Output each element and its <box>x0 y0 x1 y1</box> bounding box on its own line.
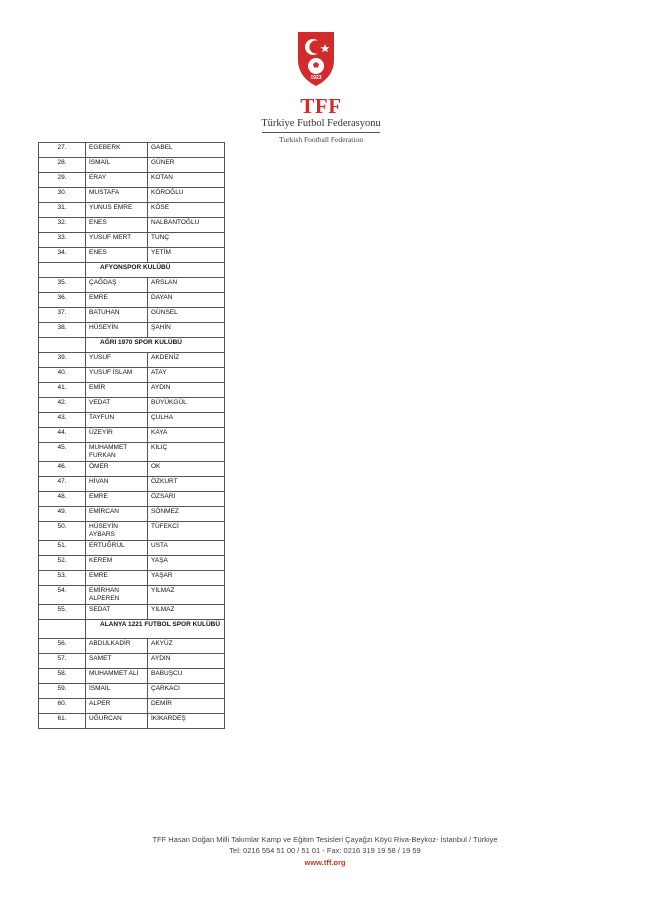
player-number: 27. <box>39 143 86 158</box>
player-number: 42. <box>39 398 86 413</box>
player-first-name: EGEBERK <box>86 143 148 158</box>
player-row <box>39 143 225 158</box>
player-row <box>39 173 225 188</box>
player-last-name: YILMAZ <box>148 586 225 605</box>
player-number: 45. <box>39 443 86 462</box>
player-last-name: ÇULHA <box>148 413 225 428</box>
player-number: 60. <box>39 699 86 714</box>
player-first-name: ERAY <box>86 173 148 188</box>
player-first-name: HİVAN <box>86 477 148 492</box>
player-last-name: KILIÇ <box>148 443 225 462</box>
club-name: AĞRI 1970 SPOR KULÜBÜ <box>86 338 225 353</box>
player-row <box>39 383 225 398</box>
player-number: 50. <box>39 522 86 541</box>
player-row <box>39 699 225 714</box>
player-first-name: ABDULKADİR <box>86 639 148 654</box>
player-first-name: EMRE <box>86 293 148 308</box>
player-row <box>39 413 225 428</box>
club-header-blank-cell <box>39 263 86 278</box>
player-first-name: HÜSEYİN AYBARS <box>86 522 148 541</box>
player-row <box>39 605 225 620</box>
player-last-name: AKDENİZ <box>148 353 225 368</box>
club-header-blank-cell <box>39 338 86 353</box>
player-row <box>39 714 225 729</box>
player-last-name: GÜNSEL <box>148 308 225 323</box>
player-first-name: SAMET <box>86 654 148 669</box>
player-first-name: KEREM <box>86 556 148 571</box>
player-last-name: ÇARKACI <box>148 684 225 699</box>
player-row <box>39 398 225 413</box>
player-number: 57. <box>39 654 86 669</box>
header-divider <box>262 132 380 133</box>
player-row <box>39 248 225 263</box>
tff-crest-logo <box>294 30 338 88</box>
club-header-row <box>39 263 225 278</box>
player-row <box>39 639 225 654</box>
player-last-name: ÖZKURT <box>148 477 225 492</box>
player-number: 38. <box>39 323 86 338</box>
player-first-name: YUSUF <box>86 353 148 368</box>
player-last-name: TÜFEKCİ <box>148 522 225 541</box>
player-first-name: ÜZEYİR <box>86 428 148 443</box>
document-header <box>246 30 396 150</box>
footer-address: TFF Hasan Doğan Milli Takımlar Kamp ve Eğitim Tesisleri Çayağzı Köyü Riva-Beykoz- İstanbul / Türkiye <box>152 835 498 844</box>
player-number: 51. <box>39 541 86 556</box>
player-last-name: ARSLAN <box>148 278 225 293</box>
player-last-name: BÜYÜKGÜL <box>148 398 225 413</box>
player-number: 39. <box>39 353 86 368</box>
player-first-name: İSMAİL <box>86 684 148 699</box>
player-first-name: VEDAT <box>86 398 148 413</box>
player-row <box>39 158 225 173</box>
player-row <box>39 684 225 699</box>
player-roster-table <box>38 142 225 729</box>
player-first-name: MUHAMMET ALİ <box>86 669 148 684</box>
player-first-name: BATUHAN <box>86 308 148 323</box>
player-row <box>39 492 225 507</box>
player-row <box>39 541 225 556</box>
player-number: 43. <box>39 413 86 428</box>
player-last-name: BABUŞCU <box>148 669 225 684</box>
player-first-name: EMİR <box>86 383 148 398</box>
player-last-name: KÖROĞLU <box>148 188 225 203</box>
player-last-name: GABEL <box>148 143 225 158</box>
player-row <box>39 522 225 541</box>
player-row <box>39 203 225 218</box>
player-number: 48. <box>39 492 86 507</box>
player-row <box>39 654 225 669</box>
player-row <box>39 669 225 684</box>
footer-phone: Tel: 0216 554 51 00 / 51 01 - Fax: 0216 319 19 58 / 19 59 <box>229 846 421 855</box>
player-last-name: KOTAN <box>148 173 225 188</box>
player-last-name: YAŞAR <box>148 571 225 586</box>
player-number: 37. <box>39 308 86 323</box>
player-last-name: NALBANTOĞLU <box>148 218 225 233</box>
player-row <box>39 571 225 586</box>
player-row <box>39 556 225 571</box>
player-row <box>39 233 225 248</box>
club-header-blank-cell <box>39 620 86 639</box>
player-first-name: YUSUF MERT <box>86 233 148 248</box>
player-row <box>39 477 225 492</box>
player-first-name: ALPER <box>86 699 148 714</box>
player-first-name: EMİRHAN ALPEREN <box>86 586 148 605</box>
player-row <box>39 428 225 443</box>
club-name: ALANYA 1221 FUTBOL SPOR KULÜBÜ <box>86 620 225 639</box>
player-number: 46. <box>39 462 86 477</box>
player-last-name: YAŞA <box>148 556 225 571</box>
player-number: 28. <box>39 158 86 173</box>
player-first-name: HÜSEYİN <box>86 323 148 338</box>
player-first-name: ENES <box>86 248 148 263</box>
player-first-name: EMİRCAN <box>86 507 148 522</box>
roster-body <box>39 143 225 729</box>
player-row <box>39 443 225 462</box>
player-last-name: DEMİR <box>148 699 225 714</box>
player-number: 52. <box>39 556 86 571</box>
player-number: 55. <box>39 605 86 620</box>
player-number: 29. <box>39 173 86 188</box>
player-number: 35. <box>39 278 86 293</box>
footer-website-link[interactable]: www.tff.org <box>304 858 346 867</box>
player-last-name: KAYA <box>148 428 225 443</box>
player-last-name: YETİM <box>148 248 225 263</box>
player-first-name: EMRE <box>86 571 148 586</box>
player-number: 49. <box>39 507 86 522</box>
player-number: 58. <box>39 669 86 684</box>
player-number: 61. <box>39 714 86 729</box>
player-row <box>39 308 225 323</box>
club-header-row <box>39 338 225 353</box>
player-last-name: ÖZSARI <box>148 492 225 507</box>
player-number: 54. <box>39 586 86 605</box>
federation-name-turkish: Türkiye Futbol Federasyonu <box>261 118 381 129</box>
player-last-name: YILMAZ <box>148 605 225 620</box>
player-row <box>39 278 225 293</box>
player-row <box>39 507 225 522</box>
player-row <box>39 368 225 383</box>
logo-year-text: 1923 <box>310 75 322 81</box>
player-last-name: GÜNER <box>148 158 225 173</box>
player-number: 34. <box>39 248 86 263</box>
player-number: 36. <box>39 293 86 308</box>
player-number: 32. <box>39 218 86 233</box>
player-last-name: AYDIN <box>148 383 225 398</box>
federation-name-english: Turkish Football Federation <box>279 135 363 144</box>
player-row <box>39 323 225 338</box>
player-first-name: YUSUF İSLAM <box>86 368 148 383</box>
player-row <box>39 188 225 203</box>
player-number: 31. <box>39 203 86 218</box>
player-number: 47. <box>39 477 86 492</box>
player-number: 59. <box>39 684 86 699</box>
player-row <box>39 218 225 233</box>
player-number: 33. <box>39 233 86 248</box>
player-first-name: ERTUĞRUL <box>86 541 148 556</box>
player-first-name: ENES <box>86 218 148 233</box>
player-last-name: TUNÇ <box>148 233 225 248</box>
player-last-name: OK <box>148 462 225 477</box>
player-number: 53. <box>39 571 86 586</box>
player-first-name: MUSTAFA <box>86 188 148 203</box>
player-first-name: SEDAT <box>86 605 148 620</box>
player-first-name: ÖMER <box>86 462 148 477</box>
player-first-name: MUHAMMET FURKAN <box>86 443 148 462</box>
player-first-name: EMRE <box>86 492 148 507</box>
player-number: 44. <box>39 428 86 443</box>
player-last-name: İKİKARDEŞ <box>148 714 225 729</box>
player-last-name: AYDIN <box>148 654 225 669</box>
player-first-name: TAYFUN <box>86 413 148 428</box>
player-number: 56. <box>39 639 86 654</box>
player-number: 40. <box>39 368 86 383</box>
player-first-name: İSMAİL <box>86 158 148 173</box>
player-last-name: USTA <box>148 541 225 556</box>
club-header-row <box>39 620 225 639</box>
player-row <box>39 462 225 477</box>
player-last-name: ATAY <box>148 368 225 383</box>
player-last-name: ŞAHİN <box>148 323 225 338</box>
player-row <box>39 353 225 368</box>
player-last-name: DAYAN <box>148 293 225 308</box>
player-first-name: ÇAĞDAŞ <box>86 278 148 293</box>
player-number: 41. <box>39 383 86 398</box>
tff-abbreviation: TFF <box>300 94 342 118</box>
player-number: 30. <box>39 188 86 203</box>
player-first-name: YUNUS EMRE <box>86 203 148 218</box>
club-name: AFYONSPOR KULÜBÜ <box>86 263 225 278</box>
player-row <box>39 293 225 308</box>
player-last-name: SÖNMEZ <box>148 507 225 522</box>
player-last-name: KÖSE <box>148 203 225 218</box>
player-row <box>39 586 225 605</box>
player-last-name: AKYÜZ <box>148 639 225 654</box>
player-first-name: UĞURCAN <box>86 714 148 729</box>
